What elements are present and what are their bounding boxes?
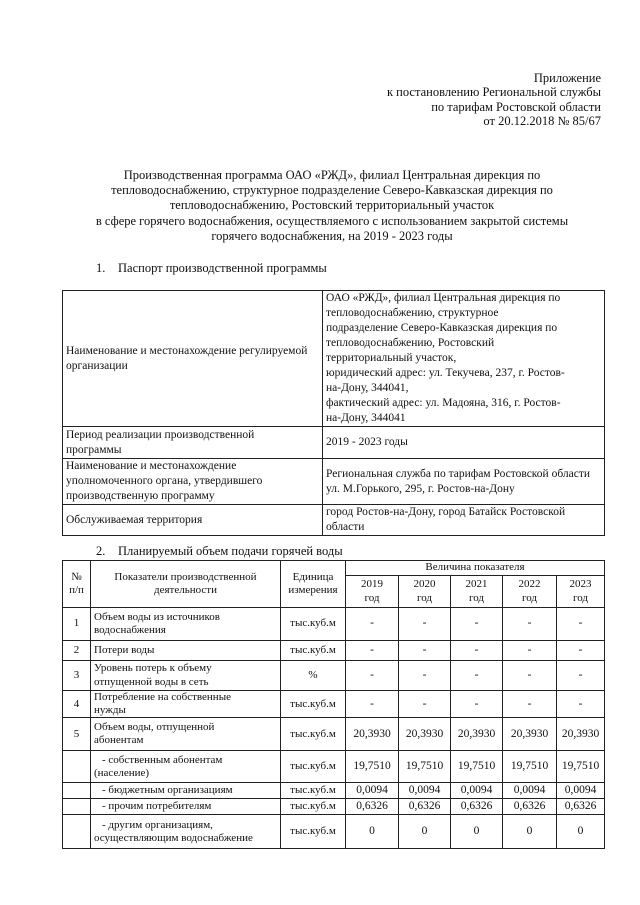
row-indicator: - другим организациям, осуществляющим водоснабжение [91,815,281,849]
table-row [63,783,605,799]
header-year: 2020 год [399,576,451,608]
row-value: 19,7510 [557,751,605,783]
row-indicator: Потери воды [91,641,281,661]
row-indicator: Уровень потерь к объему отпущенной воды в сеть [91,661,281,691]
row-unit: тыс.куб.м [281,691,346,718]
table-row [63,691,605,718]
row-value: - [399,691,451,718]
row-value: - [451,661,503,691]
row-value: 0 [346,815,399,849]
header-indicator: Показатели производственной деятельности [91,561,281,608]
row-unit: тыс.куб.м [281,608,346,641]
row-value: 0,0094 [451,783,503,799]
header-year: 2021 год [451,576,503,608]
table-row [63,799,605,815]
row-num: 2 [63,641,91,661]
row-value: - [346,608,399,641]
row-value: 20,3930 [503,718,557,751]
passport-row [63,427,605,459]
header-value-group: Величина показателя [346,561,605,576]
row-indicator: Потребление на собственные нужды [91,691,281,718]
section-1-heading [96,261,327,275]
row-num [63,799,91,815]
row-value: - [346,691,399,718]
row-value: - [451,641,503,661]
row-value: 0,0094 [346,783,399,799]
row-value: 0,6326 [451,799,503,815]
row-num: 4 [63,691,91,718]
row-value: 0 [557,815,605,849]
passport-label: Период реализации производственной программы [63,427,323,459]
header-unit: Единица измерения [281,561,346,608]
header-year: 2022 год [503,576,557,608]
row-value: - [503,641,557,661]
table-row [63,718,605,751]
row-value: 0 [503,815,557,849]
row-unit: тыс.куб.м [281,751,346,783]
row-value: - [503,608,557,641]
row-value: - [399,641,451,661]
section-number: 2. [96,544,106,558]
row-num [63,751,91,783]
table-row [63,608,605,641]
row-unit: тыс.куб.м [281,718,346,751]
row-value: 20,3930 [399,718,451,751]
row-value: 20,3930 [557,718,605,751]
row-num [63,783,91,799]
row-indicator: - прочим потребителям [91,799,281,815]
section-2-heading [96,544,343,558]
row-value: - [346,661,399,691]
header-year: 2019 год [346,576,399,608]
row-value: - [346,641,399,661]
row-value: 0,6326 [399,799,451,815]
row-value: - [557,608,605,641]
row-value: 19,7510 [399,751,451,783]
passport-label: Наименование и местонахождение уполномоченного органа, утвердившего производственную программу [63,459,323,505]
row-indicator: Объем воды, отпущенной абонентам [91,718,281,751]
row-unit: тыс.куб.м [281,799,346,815]
row-value: 20,3930 [346,718,399,751]
passport-label: Обслуживаемая территория [63,505,323,536]
appendix-line: Приложение [533,71,601,85]
header-row [63,561,605,576]
table-row [63,751,605,783]
row-num: 1 [63,608,91,641]
row-num [63,815,91,849]
title-line: тепловодоснабжению, Ростовский территориальный участок [169,198,495,213]
header-num: № п/п [63,561,91,608]
passport-value: Региональная служба по тарифам Ростовской области ул. М.Горького, 295, г. Ростов-на-Дону [323,459,605,505]
passport-value: ОАО «РЖД», филиал Центральная дирекция по тепловодоснабжению, структурное подразделение Северо-Кавказская дирекция по тепловодоснабжению, Ростовский территориальный участок, юридический адрес: ул. Текучева, 237, г. Ростов- на-Дону, 344041, фактический адрес: ул. Мадояна, 316, г. Ростов- на-Дону, 344041 [323,291,605,427]
row-value: 0 [399,815,451,849]
appendix-block [387,71,601,129]
row-value: - [451,691,503,718]
section-title: Паспорт производственной программы [118,261,327,275]
row-value: 0,0094 [557,783,605,799]
header-year: 2023 год [557,576,605,608]
section-title: Планируемый объем подачи горячей воды [118,544,343,558]
row-indicator: - бюджетным организациям [91,783,281,799]
table-row [63,815,605,849]
row-value: 20,3930 [451,718,503,751]
title-line: в сфере горячего водоснабжения, осуществляемого с использованием закрытой системы [95,213,569,228]
row-value: 0,0094 [399,783,451,799]
row-value: 19,7510 [451,751,503,783]
row-value: 0 [451,815,503,849]
row-value: - [557,641,605,661]
title-line: горячего водоснабжения, на 2019 - 2023 годы [211,228,453,243]
volume-table [62,560,605,849]
passport-table [62,290,605,536]
row-value: 0,6326 [503,799,557,815]
row-value: 19,7510 [503,751,557,783]
row-indicator: Объем воды из источников водоснабжения [91,608,281,641]
appendix-line: к постановлению Региональной службы [386,85,601,100]
row-unit: тыс.куб.м [281,641,346,661]
passport-value: 2019 - 2023 годы [323,427,605,459]
row-value: - [557,691,605,718]
section-number: 1. [96,261,106,275]
row-value: - [503,691,557,718]
row-value: 19,7510 [346,751,399,783]
passport-row [63,291,605,427]
row-unit: тыс.куб.м [281,815,346,849]
table-row [63,641,605,661]
row-value: 0,6326 [557,799,605,815]
row-value: - [557,661,605,691]
document-title [62,168,602,244]
passport-label: Наименование и местонахождение регулируемой организации [63,291,323,427]
appendix-line: от 20.12.2018 № 85/67 [483,114,601,129]
title-line: тепловодоснабжению, структурное подразделение Северо-Кавказская дирекция по [111,183,553,198]
appendix-line: по тарифам Ростовской области [431,99,601,114]
row-value: - [503,661,557,691]
row-indicator: - собственным абонентам (население) [91,751,281,783]
title-line: Производственная программа ОАО «РЖД», филиал Центральная дирекция по [123,168,541,182]
passport-row [63,505,605,536]
row-value: - [451,608,503,641]
row-value: 0,0094 [503,783,557,799]
row-unit: % [281,661,346,691]
row-num: 5 [63,718,91,751]
row-num: 3 [63,661,91,691]
row-unit: тыс.куб.м [281,783,346,799]
row-value: 0,6326 [346,799,399,815]
passport-row [63,459,605,505]
passport-value: город Ростов-на-Дону, город Батайск Ростовской области [323,505,605,536]
row-value: - [399,608,451,641]
table-row [63,661,605,691]
row-value: - [399,661,451,691]
